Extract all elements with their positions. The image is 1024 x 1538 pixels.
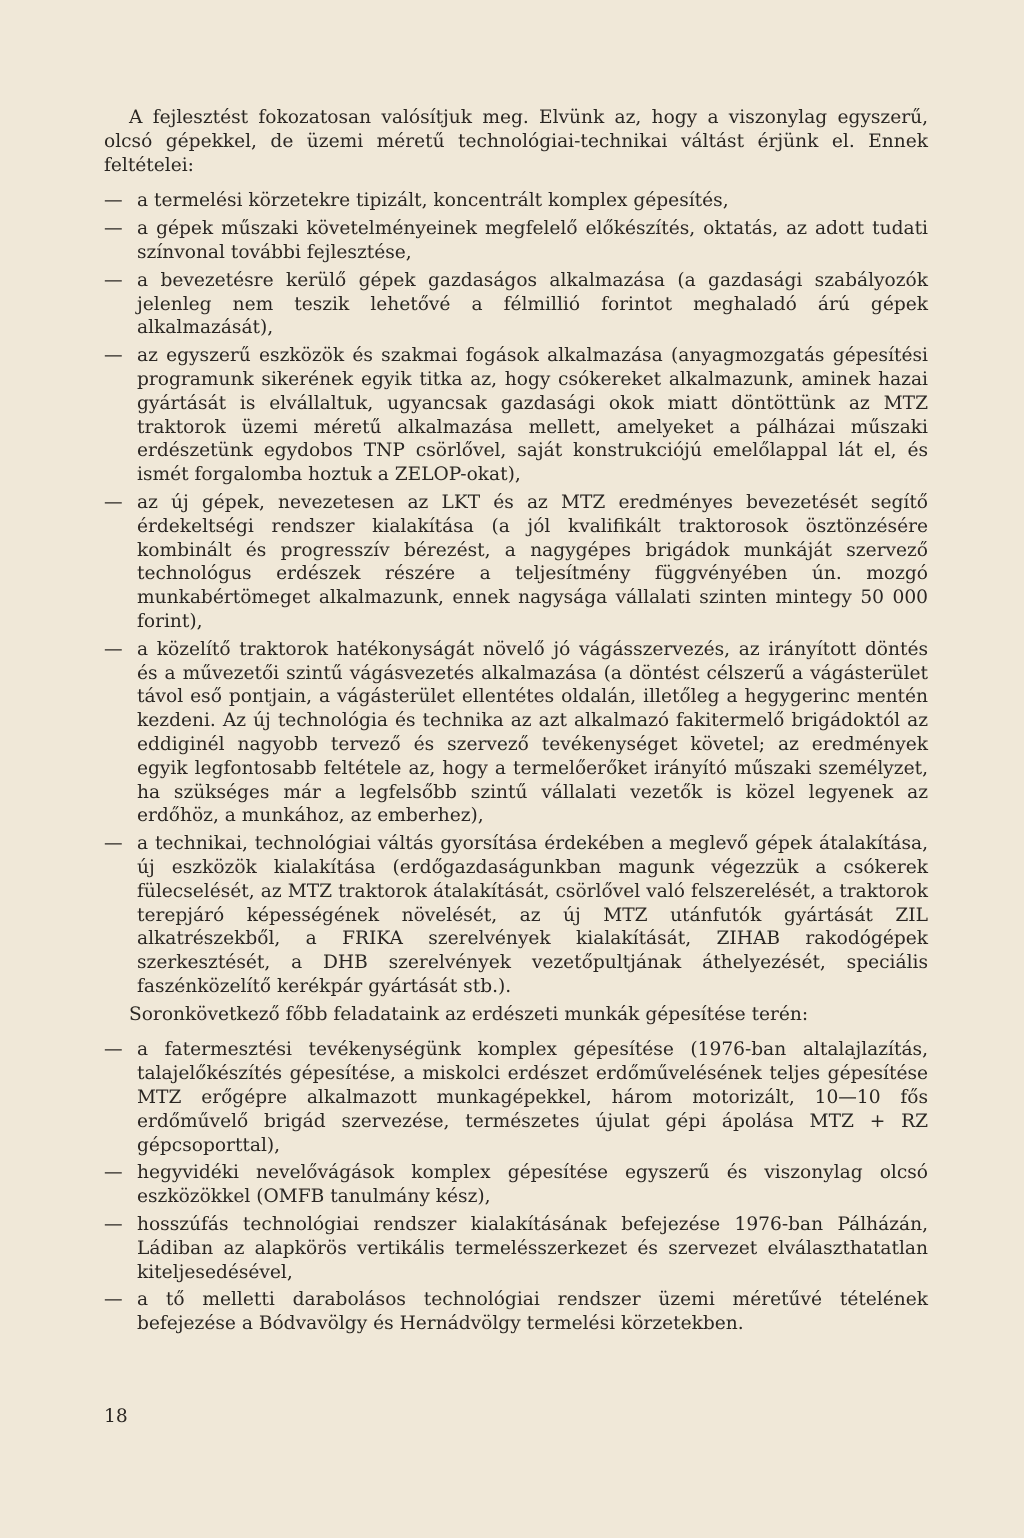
tasks-intro-paragraph: Soronkövetkező főbb feladataink az erdészeti munkák gépesítése terén: [129,1003,809,1025]
list-item: — a technikai, technológiai váltás gyorsítása érdekében a meglevő gépek átalakítása, új eszközök kialakítása (erdőgazdaságunkban magunk végezzük a csókerek fülecselését, az MTZ traktorok átalakítását, csörlővel való felszerelését, a traktorok terepjáró képességének növelését, az új MTZ utánfutók gyártását ZIL alkatrészekből, a FRIKA szerelvények kialakítását, ZIHAB rakodógépek szerkesztését, a DHB szerelvények vezetőpultjának áthelyezését, speciális faszénközelítő kerékpár gyártását stb.). [104,832,928,999]
list-item: — a bevezetésre kerülő gépek gazdaságos alkalmazása (a gazdasági szabályozók jelenleg nem teszik lehetővé a félmillió forintot meghaladó árú gépek alkalmazását), [104,269,928,340]
page-number: 18 [104,1406,128,1427]
list-item: — a termelési körzetekre tipizált, koncentrált komplex gépesítés, [104,189,928,213]
conditions-list [104,189,928,998]
intro-paragraph: A fejlesztést fokozatosan valósítjuk meg. Elvünk az, hogy a viszonylag egyszerű, olcsó gépekkel, de üzemi méretű technológiai-technikai váltást érjünk el. Ennek feltételei: [104,107,928,176]
list-item: — az egyszerű eszközök és szakmai fogások alkalmazása (anyagmozgatás gépesítési programunk sikerének egyik titka az, hogy csókereket alkalmazunk, aminek hazai gyártását is elvállaltuk, ugyancsak gazdasági okok miatt döntöttünk az MTZ traktorok üzemi méretű alkalmazása mellett, amelyeket a pálházai műszaki erdészetünk egydobos TNP csörlővel, saját konstrukciójú emelőlappal lát el, és ismét forgalomba hoztuk a ZELOP-okat), [104,344,928,487]
list-item: — a közelítő traktorok hatékonyságát növelő jó vágásszervezés, az irányított döntés és a művezetői szintű vágásvezetés alkalmazása (a döntést célszerű a vágásterület távol eső pontjain, a vágásterület ellentétes oldalán, illetőleg a hegygerinc mentén kezdeni. Az új technológia és technika az azt alkalmazó fakitermelő brigádoktól az eddiginél nagyobb tervező és szervező tevékenységet követel; az eredmények egyik legfontosabb feltétele az, hogy a termelőerőket irányító műszaki személyzet, ha szükséges már a legfelsőbb szintű vállalati vezetők is közel legyenek az erdőhöz, a munkához, az emberhez), [104,638,928,828]
list-item: — hosszúfás technológiai rendszer kialakításának befejezése 1976-ban Pálházán, Ládiban az alapkörös vertikális termelésszerkezet és szervezet elválaszthatatlan kiteljesedésével, [104,1213,928,1284]
list-item: — a gépek műszaki követelményeinek megfelelő előkészítés, oktatás, az adott tudati színvonal további fejlesztése, [104,217,928,265]
list-item: — a fatermesztési tevékenységünk komplex gépesítése (1976-ban altalajlazítás, talajelőkészítés gépesítése, a miskolci erdészet erdőművelésének teljes gépesítése MTZ erőgépre alkalmazott munkagépekkel, három motorizált, 10—10 fős erdőművelő brigád szervezése, természetes újulat gépi ápolása MTZ + RZ gépcsoporttal), [104,1038,928,1157]
list-item: — a tő melletti darabolásos technológiai rendszer üzemi méretűvé tételének befejezése a Bódvavölgy és Hernádvölgy termelési körzetekben. [104,1288,928,1336]
page-body [104,106,928,1340]
list-item: — az új gépek, nevezetesen az LKT és az MTZ eredményes bevezetését segítő érdekeltségi rendszer kialakítása (a jól kvalifikált traktorosok ösztönzésére kombinált és progresszív bérezést, a nagygépes brigádok munkáját szervező technológus erdészek részére a teljesítmény függvényében ún. mozgó munkabértömeget alkalmazunk, ennek nagysága vállalati szinten mintegy 50 000 forint), [104,491,928,634]
tasks-list [104,1038,928,1336]
list-item: — hegyvidéki nevelővágások komplex gépesítése egyszerű és viszonylag olcsó eszközökkel (OMFB tanulmány kész), [104,1161,928,1209]
